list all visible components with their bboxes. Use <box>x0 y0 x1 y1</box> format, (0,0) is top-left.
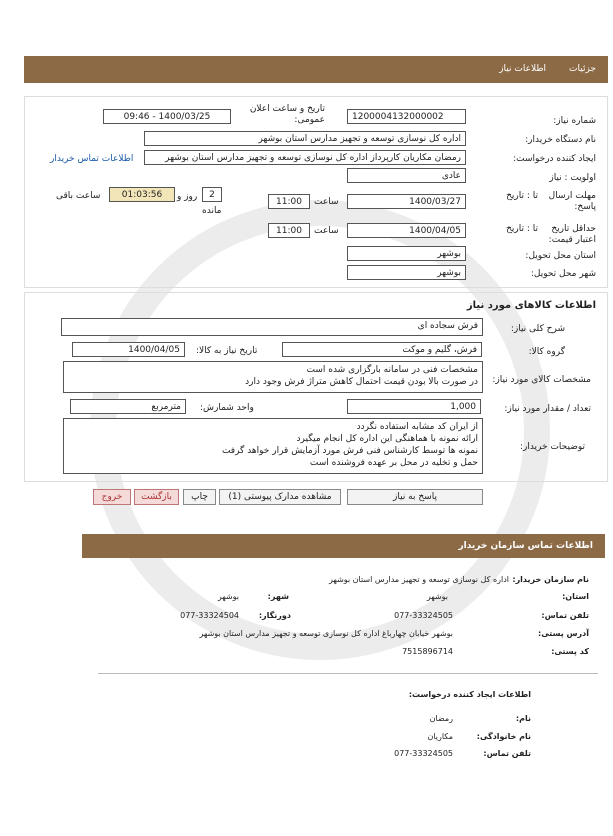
fax-label: دورنگار: <box>258 611 291 620</box>
specs-field <box>63 361 483 393</box>
specs-line-1: مشخصات فنی در سامانه بارگزاری شده است <box>306 365 478 375</box>
specs-label: مشخصات کالای مورد نیاز: <box>492 375 591 385</box>
contact-section-bar <box>82 534 605 558</box>
buyer-notes-label: توضیحات خریدار: <box>519 442 585 452</box>
reply-button[interactable]: پاسخ به نیاز <box>347 489 483 505</box>
deadline-time-label: ساعت <box>314 197 339 207</box>
qty-label: تعداد / مقدار مورد نیاز: <box>504 404 591 414</box>
remaining-word: مانده <box>202 206 222 216</box>
province-value: بوشهر <box>426 592 448 601</box>
specs-line-2: در صورت بالا بودن قیمت احتمال کاهش متراژ فرش وجود دارد <box>245 377 478 387</box>
summary-label: شرح کلی نیاز: <box>510 324 565 334</box>
last-name-label: نام خانوادگی: <box>476 732 531 741</box>
deadline-time-field: 11:00 <box>268 194 310 209</box>
last-name-value: مکاریان <box>427 732 453 741</box>
print-button[interactable]: چاپ <box>183 489 216 505</box>
creator-phone-value: 077-33324505 <box>394 749 453 758</box>
remaining-days-field: 2 <box>202 187 222 202</box>
province-label: استان: <box>562 592 589 601</box>
contact-divider <box>98 673 598 674</box>
validity-time-field: 11:00 <box>268 223 310 238</box>
city-value: بوشهر <box>217 592 239 601</box>
phone-value: 077-33324505 <box>394 611 453 620</box>
notes-line-1: از ایران کد مشابه استفاده نگردد <box>356 422 478 432</box>
notes-line-2: ارائه نمونه با هماهنگی این اداره کل انجام میگیرد <box>296 434 478 444</box>
validity-label: حداقل تاریخ اعتبار قیمت: <box>548 224 596 245</box>
postal-value: 7515896714 <box>402 647 453 656</box>
announce-field: 1400/03/25 - 09:46 <box>103 109 231 124</box>
city-label: شهر: <box>267 592 289 601</box>
tab-details[interactable]: جزئیات <box>569 64 596 74</box>
buyer-org-field: اداره کل نوسازی توسعه و تجهیز مدارس استان بوشهر <box>144 131 466 146</box>
contact-section-title: اطلاعات تماس سازمان خریدار <box>458 541 593 551</box>
delivery-province-label: استان محل تحویل: <box>525 251 596 261</box>
buyer-notes-field <box>63 418 483 474</box>
priority-field: عادی <box>347 168 466 183</box>
days-label: روز و <box>177 192 198 202</box>
creator-info-title: اطلاعات ایجاد کننده درخواست: <box>408 690 531 699</box>
delivery-city-field: بوشهر <box>347 265 466 280</box>
address-label: آدرس پستی: <box>538 629 589 638</box>
back-button[interactable]: بازگشت <box>134 489 179 505</box>
first-name-label: نام: <box>515 714 531 723</box>
validity-until-label: تا : تاریخ <box>506 224 538 234</box>
unit-field: مترمربع <box>70 399 186 414</box>
address-value: بوشهر خیابان چهارباغ اداره کل نوسازی توسعه و تجهیز مدارس استان بوشهر <box>199 629 453 638</box>
need-date-label: تاریخ نیاز به کالا: <box>196 346 258 356</box>
group-label: گروه کالا: <box>528 347 565 357</box>
buyer-contact-link[interactable]: اطلاعات تماس خریدار <box>50 154 134 164</box>
announce-label: تاریخ و ساعت اعلان عمومی: <box>249 104 325 125</box>
priority-label: اولویت : نیاز <box>549 173 596 183</box>
postal-label: کد پستی: <box>551 647 589 656</box>
org-name-value: اداره کل نوسازی توسعه و تجهیز مدارس استان بوشهر <box>328 575 509 584</box>
group-field: فرش، گلیم و موکت <box>282 342 482 357</box>
remaining-time-field: 01:03:56 <box>109 187 175 202</box>
creator-field: رمضان مکاریان کارپرداز اداره کل نوسازی توسعه و تجهیز مدارس استان بوشهر <box>144 150 466 165</box>
need-number-label: شماره نیاز: <box>553 116 596 126</box>
summary-field: فرش سجاده ای <box>61 318 483 336</box>
delivery-province-field: بوشهر <box>347 246 466 261</box>
phone-label: تلفن تماس: <box>541 611 589 620</box>
fax-value: 077-33324504 <box>180 611 239 620</box>
top-nav-bar <box>24 56 608 83</box>
qty-field: 1,000 <box>347 399 481 414</box>
deadline-until-label: تا : تاریخ <box>506 191 538 201</box>
creator-label: ایجاد کننده درخواست: <box>513 154 596 164</box>
need-date-field: 1400/04/05 <box>72 342 185 357</box>
deadline-label: مهلت ارسال پاسخ: <box>548 191 596 212</box>
exit-button[interactable]: خروج <box>93 489 131 505</box>
need-number-field: 1200004132000002 <box>347 109 466 124</box>
first-name-value: رمضان <box>429 714 453 723</box>
org-name-label: نام سازمان خریدار: <box>512 575 589 584</box>
deadline-date-field: 1400/03/27 <box>347 194 466 209</box>
goods-section-title: اطلاعات کالاهای مورد نیاز <box>466 300 596 311</box>
notes-line-3: نمونه ها توسط کارشناس فنی فرش مورد آزمایش قرار خواهد گرفت <box>221 446 478 456</box>
view-docs-button[interactable]: مشاهده مدارک پیوستی (1) <box>219 489 341 505</box>
delivery-city-label: شهر محل تحویل: <box>530 269 596 279</box>
creator-phone-label: تلفن تماس: <box>483 749 531 758</box>
tab-need-info[interactable]: اطلاعات نیاز <box>499 64 546 74</box>
validity-time-label: ساعت <box>314 226 339 236</box>
unit-label: واحد شمارش: <box>200 403 254 413</box>
validity-date-field: 1400/04/05 <box>347 223 466 238</box>
buyer-org-label: نام دستگاه خریدار: <box>525 135 596 145</box>
notes-line-4: حمل و تخلیه در محل بر عهده فروشنده است <box>309 458 478 468</box>
remaining-label: ساعت باقی <box>56 191 101 201</box>
